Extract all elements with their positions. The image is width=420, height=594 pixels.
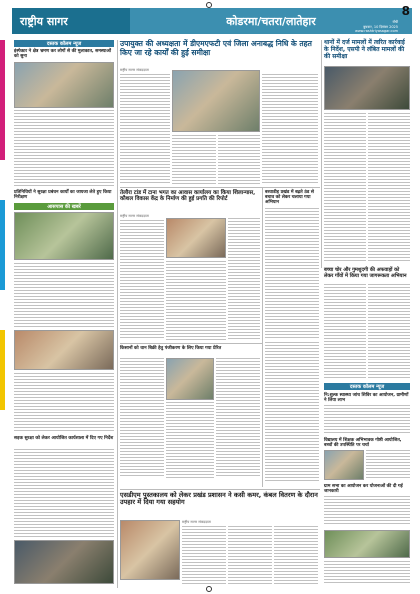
bottom-text-col-3	[274, 526, 318, 584]
headline-mid-1: तेलौरा टांड में टाना भगत का आवास कार्यालय का किया शिलान्यास, कौशल विकास केंद्र के निर्माण की हुई प्रगति की रिपोर्ट	[120, 190, 256, 203]
article-text-right-2	[368, 113, 410, 263]
row-rule-3	[120, 489, 320, 490]
photo-bottom-1	[120, 520, 180, 580]
bottom-text-col-1	[182, 526, 226, 584]
mid-text-col-2	[166, 261, 226, 341]
mid-text-col-3	[228, 218, 260, 340]
photo-left-3	[14, 330, 114, 370]
section-bar-left-mid: आसपास की खबरें	[14, 203, 114, 210]
article-text-right-1	[324, 113, 366, 263]
photo-right-mid	[324, 450, 364, 480]
section-bar-left-top: दस्तक कॉलम न्यूज	[14, 40, 114, 47]
mid-text-col-6	[166, 402, 214, 478]
photo-mid-2	[166, 358, 214, 400]
article-text-left-1	[14, 110, 114, 188]
headline-mid-2: बरवाडीह प्रखंड में बढ़ते ठंड से बचाव को लेकर चलाया गया अभियान	[265, 190, 314, 206]
masthead	[12, 8, 412, 34]
article-text-right-4	[368, 284, 410, 379]
photo-left-4	[14, 540, 114, 584]
lead-byline: राष्ट्रीय सागर संवाददाता	[120, 68, 149, 72]
registration-bar-yellow	[0, 330, 5, 410]
lead-text-col-2	[172, 135, 216, 185]
row-rule-2	[120, 343, 262, 344]
lead-photo-meeting	[172, 70, 260, 132]
headline-left-2: प्रतिनिधियों ने सुरक्षा प्रबंधन कार्यों का जायजा लेते हुए किया निरीक्षण	[14, 190, 112, 201]
column-rule-2	[321, 40, 322, 268]
section-bar-right-mid: दस्तक कॉलम न्यूज	[324, 383, 410, 390]
paper-name: राष्ट्रीय सागर	[12, 8, 130, 34]
article-text-left-4	[14, 449, 114, 537]
photo-left-2	[14, 212, 114, 260]
lead-text-col-3	[218, 135, 260, 185]
headline-mid-5: किसानों को धान बिक्री हेतु पंजीकरण के लिए किया गया प्रेरित	[120, 346, 222, 351]
byline-mid-1: राष्ट्रीय सागर संवाददाता	[120, 214, 149, 218]
headline-left-3: सड़क सुरक्षा को लेकर आयोजित कार्यशाला में दिए गए निर्देश	[14, 436, 114, 441]
photo-mid-1	[166, 218, 226, 258]
photo-right-top	[324, 66, 410, 110]
headline-right-top: थानों में दर्ज मामलों में त्वरित कार्रवाई के निर्देश, एसपी ने लंबित मामलों की की समीक्षा	[324, 39, 405, 60]
registration-bar-cyan	[0, 200, 5, 290]
bottom-text-col-2	[228, 526, 272, 584]
article-text-left-3	[14, 373, 114, 433]
headline-right-3: ग्राम सभा का आयोजन कर योजनाओं की दी गई जानकारी	[324, 484, 403, 495]
article-text-right-3	[324, 284, 366, 379]
headline-bottom: एसडीएम पुस्तकालय को लेकर प्रखंड प्रशासन ने कसी कमर, कंबल वितरण के दौरान उपहार में दिया गया सहयोग	[120, 491, 318, 507]
byline-bottom: राष्ट्रीय सागर संवाददाता	[182, 520, 211, 524]
headline-left-1: इंस्पेक्टर ने क्षेत्र भ्रमण कर लोगों से की मुलाकात, समस्याओं को सुना	[14, 49, 112, 60]
lead-headline: उपायुक्त की अध्यक्षता में डीएमएफटी एवं जिला अनाबद्ध निधि के तहत किए जा रहे कार्यों की हुई समीक्षा	[120, 39, 312, 57]
article-text-left-2	[14, 263, 114, 327]
mid-text-col-5	[120, 358, 164, 478]
article-text-right-5	[324, 405, 410, 435]
mid-text-col-4	[265, 208, 319, 338]
registration-bar-magenta	[0, 40, 5, 160]
mid-text-col-1	[120, 220, 164, 340]
column-rule-3	[262, 187, 263, 487]
photo-bottom-right	[324, 530, 410, 558]
column-rule-1	[117, 40, 118, 588]
article-text-right-6	[366, 450, 410, 480]
headline-right-1: नि:शुल्क स्वास्थ्य जांच शिविर का आयोजन, ग्रामीणों ने लिया लाभ	[324, 393, 409, 404]
date-line: राँची बुधवार, 10 दिसंबर 2025 www.rashtriyasagar.com	[354, 20, 398, 33]
headline-mid-3: बच्चा चोर और गुमशुदगी की अफवाहों को लेकर गाँवों में किया गया जागरूकता अभियान	[324, 267, 407, 279]
mid-text-col-8	[265, 342, 319, 482]
photo-left-1	[14, 62, 114, 108]
mid-text-col-7	[216, 358, 260, 478]
article-text-right-7	[324, 496, 410, 526]
lead-text-col-4	[262, 74, 318, 184]
lead-text-col-1	[120, 74, 170, 184]
registration-mark-bottom	[206, 586, 212, 592]
headline-right-2: विद्यालय में शिक्षक अभिभावक गोष्ठी आयोजित, बच्चों की उपस्थिति पर चर्चा	[324, 438, 402, 449]
article-text-right-8	[324, 561, 410, 585]
region-title: कोडरमा/चतरा/लातेहार	[130, 8, 412, 34]
row-rule-1	[120, 187, 320, 188]
page-number: 8	[401, 4, 410, 18]
